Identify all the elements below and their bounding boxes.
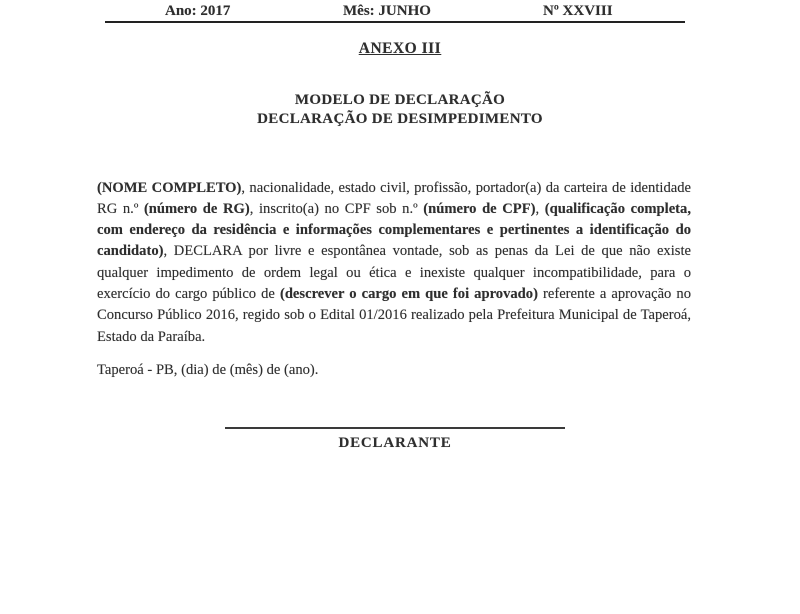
place-date-line: Taperoá - PB, (dia) de (mês) de (ano). xyxy=(97,362,319,378)
signature-label: DECLARANTE xyxy=(338,435,452,451)
paragraph-segment-3: , inscrito(a) no CPF sob n.º xyxy=(249,200,424,217)
declaration-paragraph xyxy=(97,178,691,348)
paragraph-segment-7: , DECLARA por livre e espontânea vontade, sob as penas da Lei de que não existe qualquer impedimento de ordem legal ou ética e inexiste qualquer incompatibilidade, para o exercício do cargo público de xyxy=(97,243,691,303)
header-rule xyxy=(105,21,685,23)
paragraph-segment-1: , nacionalidade, estado civil, profissão, portador(a) da carteira de identidade RG n.º xyxy=(97,179,691,217)
document-title-line2: DECLARAÇÃO DE DESIMPEDIMENTO xyxy=(257,111,543,127)
signature-block xyxy=(225,427,565,452)
header-number-label: Nº XXVIII xyxy=(543,3,613,19)
paragraph-segment-nome-completo: (NOME COMPLETO) xyxy=(97,179,242,196)
paragraph-segment-cargo: (descrever o cargo em que foi aprovado) xyxy=(279,286,538,303)
paragraph-segment-9: referente a aprovação no Concurso Público 2016, regido sob o Edital 01/2016 realizado pela Prefeitura Municipal de Taperoá, Estado da Paraíba. xyxy=(97,286,691,345)
paragraph-segment-numero-cpf: (número de CPF) xyxy=(423,200,536,217)
paragraph-segment-numero-rg: (número de RG) xyxy=(143,200,250,217)
document-title-line1: MODELO DE DECLARAÇÃO xyxy=(294,92,506,108)
header-month-label: Mês: JUNHO xyxy=(343,3,431,19)
annex-title: ANEXO III xyxy=(358,40,442,57)
document-title xyxy=(0,91,800,129)
paragraph-segment-qualificacao: (qualificação completa, com endereço da residência e informações complementares e pertinentes a identificação do candidato) xyxy=(97,200,691,260)
paragraph-segment-5: , xyxy=(535,200,545,217)
header-year-label: Ano: 2017 xyxy=(165,3,231,19)
